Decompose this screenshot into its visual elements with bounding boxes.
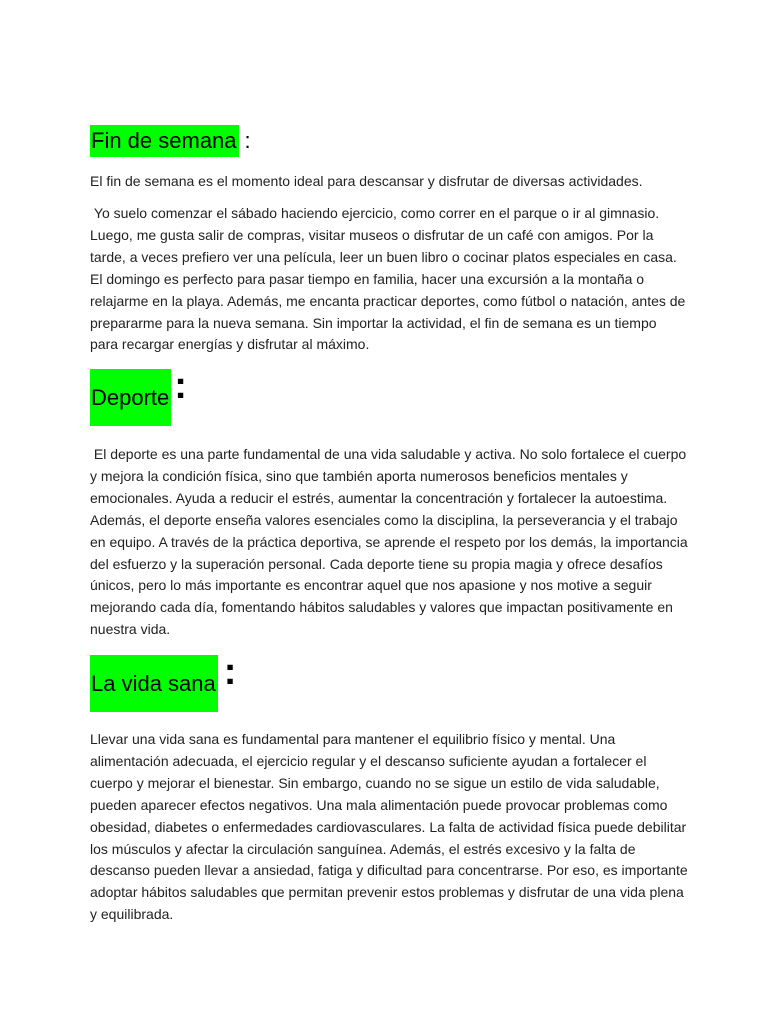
heading-highlight-text: Deporte	[90, 369, 171, 426]
heading-highlight-text: Fin de semana	[90, 125, 239, 157]
section-heading-fin-de-semana	[90, 125, 251, 157]
heading-colon: :	[174, 365, 187, 407]
section-heading-la-vida-sana	[90, 651, 237, 712]
paragraph-intro-fin-de-semana: El fin de semana es el momento ideal para descansar y disfrutar de diversas actividades.	[90, 173, 643, 189]
heading-colon: :	[223, 651, 237, 693]
paragraph-deporte-body: El deporte es una parte fundamental de una vida saludable y activa. No solo fortalece el cuerpo y mejora la condición física, sino que también aporta numerosos beneficios mentales y emocionales. Ayuda a reducir el estrés, aumentar la concentración y fortalecer la autoestima. Además, el deporte enseña valores esenciales como la disciplina, la perseverancia y el trabajo en equipo. A través de la práctica deportiva, se aprende el respeto por los demás, la importancia del esfuerzo y la superación personal. Cada deporte tiene su propia magia y ofrece desafíos únicos, pero lo más importante es encontrar aquel que nos apasione y nos motive a seguir mejorando cada día, fomentando hábitos saludables y valores que impactan positivamente en nuestra vida.	[90, 446, 688, 638]
heading-colon: :	[244, 128, 251, 153]
heading-highlight-text: La vida sana	[90, 655, 218, 712]
paragraph-fin-de-semana-body: Yo suelo comenzar el sábado haciendo ejercicio, como correr en el parque o ir al gimnasio. Luego, me gusta salir de compras, visitar museos o disfrutar de un café con amigos. Por la tarde, a veces prefiero ver una película, leer un buen libro o cocinar platos especiales en casa. El domingo es perfecto para pasar tiempo en familia, hacer una excursión a la montaña o relajarme en la playa. Además, me encanta practicar deportes, como fútbol o natación, antes de prepararme para la nueva semana. Sin importar la actividad, el fin de semana es un tiempo para recargar energías y disfrutar al máximo.	[90, 205, 686, 353]
paragraph-vida-sana-body: Llevar una vida sana es fundamental para mantener el equilibrio físico y mental. Una alimentación adecuada, el ejercicio regular y el descanso suficiente ayudan a fortalecer el cuerpo y mejorar el bienestar. Sin embargo, cuando no se sigue un estilo de vida saludable, pueden aparecer efectos negativos. Una mala alimentación puede provocar problemas como obesidad, diabetes o enfermedades cardiovasculares. La falta de actividad física puede debilitar los músculos y afectar la circulación sanguínea. Además, el estrés excesivo y la falta de descanso pueden llevar a ansiedad, fatiga y dificultad para concentrarse. Por eso, es importante adoptar hábitos saludables que permitan prevenir estos problemas y disfrutar de una vida plena y equilibrada.	[90, 731, 688, 923]
section-heading-deporte	[90, 365, 187, 426]
